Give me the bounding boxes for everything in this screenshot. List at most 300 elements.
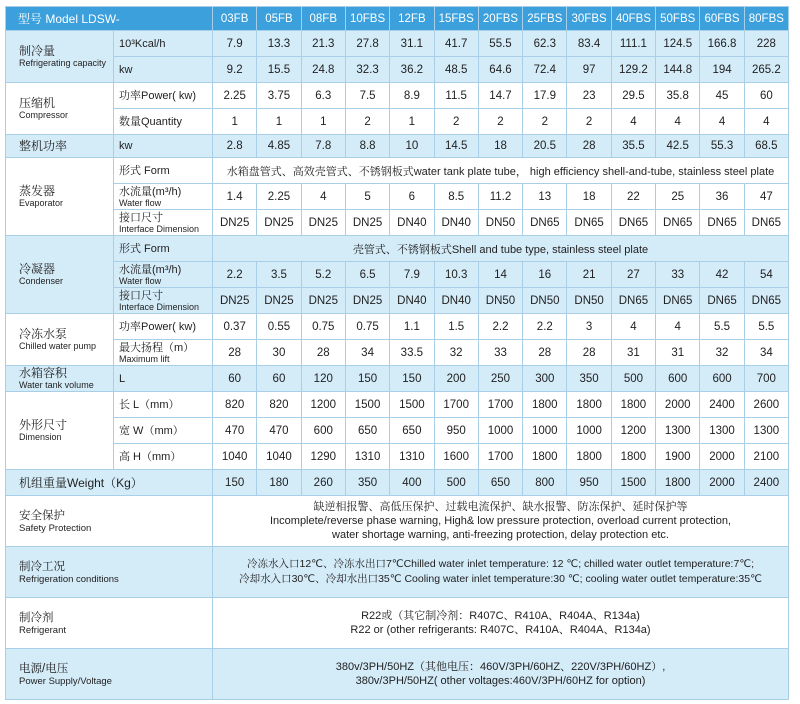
spec-value-cell: DN50 bbox=[567, 288, 610, 313]
spec-value-cell: 2.8 bbox=[213, 135, 256, 157]
spec-category-cell bbox=[6, 83, 113, 134]
spec-value-cell: 1200 bbox=[612, 418, 655, 443]
spec-value-cell: 150 bbox=[346, 366, 389, 391]
spec-value-cell: 600 bbox=[302, 418, 345, 443]
model-header-cell: 05FB bbox=[257, 7, 300, 30]
spec-value-cell: 2000 bbox=[700, 444, 743, 469]
note-line: 380v/3PH/50HZ( other voltages:460V/3PH/60HZ for option) bbox=[355, 675, 646, 687]
category-name-en: Chilled water pump bbox=[19, 341, 97, 351]
category-name-cn: 安全保护 bbox=[19, 509, 65, 522]
spec-value-cell: 200 bbox=[435, 366, 478, 391]
spec-value-cell: 4 bbox=[656, 109, 699, 134]
spec-value-cell: 16 bbox=[523, 262, 566, 287]
spec-value-cell: 250 bbox=[479, 366, 522, 391]
spec-value-cell: DN65 bbox=[656, 210, 699, 235]
spec-category-cell bbox=[6, 236, 113, 313]
spec-value-cell: 29.5 bbox=[612, 83, 655, 108]
spec-value-cell: 60 bbox=[257, 366, 300, 391]
category-name-cn: 外形尺寸 bbox=[19, 418, 68, 432]
spec-value-cell: 4 bbox=[656, 314, 699, 339]
category-name-cn: 压缩机 bbox=[19, 96, 56, 110]
spec-value-cell: 31 bbox=[612, 340, 655, 365]
note-line: R22或（其它制冷剂：R407C、R410A、R404A、R134a) bbox=[361, 610, 640, 622]
spec-value-cell: 1700 bbox=[479, 392, 522, 417]
spec-value-cell: DN40 bbox=[390, 288, 433, 313]
spec-value-cell: 33 bbox=[479, 340, 522, 365]
spec-value-cell: DN40 bbox=[390, 210, 433, 235]
spec-row-label bbox=[114, 262, 212, 287]
spec-value-cell: 32 bbox=[435, 340, 478, 365]
spec-value-cell: 4.85 bbox=[257, 135, 300, 157]
spec-value-cell: 1800 bbox=[656, 470, 699, 495]
spec-value-cell: 129.2 bbox=[612, 57, 655, 82]
spec-value-cell: DN40 bbox=[435, 288, 478, 313]
spec-value-cell: DN25 bbox=[257, 288, 300, 313]
spec-value-cell: 7.5 bbox=[346, 83, 389, 108]
spec-row-label bbox=[114, 210, 212, 235]
row-label-text: 宽 W（mm） bbox=[119, 424, 184, 437]
category-name-en: Refrigerant bbox=[19, 624, 66, 636]
spec-value-cell: 27.8 bbox=[346, 31, 389, 56]
spec-value-cell: 950 bbox=[567, 470, 610, 495]
spec-value-cell: DN65 bbox=[567, 210, 610, 235]
spec-value-cell: 20.5 bbox=[523, 135, 566, 157]
spec-value-cell: 72.4 bbox=[523, 57, 566, 82]
spec-row-label bbox=[114, 57, 212, 82]
spec-value-cell: 1800 bbox=[612, 444, 655, 469]
spec-description-cell: 壳管式、不锈钢板式Shell and tube type, stainless steel plate bbox=[213, 236, 788, 261]
spec-value-cell: DN25 bbox=[302, 288, 345, 313]
note-category-cell bbox=[6, 649, 212, 699]
spec-value-cell: 42 bbox=[700, 262, 743, 287]
spec-value-cell: 55.5 bbox=[479, 31, 522, 56]
spec-value-cell: 8.9 bbox=[390, 83, 433, 108]
spec-value-cell: 42.5 bbox=[656, 135, 699, 157]
spec-value-cell: 6 bbox=[390, 184, 433, 209]
spec-value-cell: 30 bbox=[257, 340, 300, 365]
spec-value-cell: 820 bbox=[257, 392, 300, 417]
spec-value-cell: 2.2 bbox=[479, 314, 522, 339]
spec-value-cell: 97 bbox=[567, 57, 610, 82]
spec-value-cell: 4 bbox=[700, 109, 743, 134]
spec-value-cell: 1310 bbox=[390, 444, 433, 469]
spec-value-cell: DN25 bbox=[213, 288, 256, 313]
spec-value-cell: 2.25 bbox=[213, 83, 256, 108]
model-header-cell: 10FBS bbox=[346, 7, 389, 30]
spec-value-cell: 6.3 bbox=[302, 83, 345, 108]
category-name-cn: 电源/电压 bbox=[19, 662, 69, 675]
category-name-cn: 蒸发器 bbox=[19, 184, 56, 198]
spec-value-cell: DN65 bbox=[523, 210, 566, 235]
row-label-en: Interface Dimension bbox=[119, 223, 200, 234]
spec-value-cell: 650 bbox=[390, 418, 433, 443]
spec-value-cell: 166.8 bbox=[700, 31, 743, 56]
spec-value-cell: 48.5 bbox=[435, 57, 478, 82]
spec-value-cell: 1040 bbox=[257, 444, 300, 469]
spec-value-cell: 350 bbox=[567, 366, 610, 391]
spec-value-cell: 13.3 bbox=[257, 31, 300, 56]
spec-value-cell: 60 bbox=[213, 366, 256, 391]
row-label-text: 形式 Form bbox=[119, 242, 170, 255]
spec-row-label bbox=[114, 109, 212, 134]
spec-value-cell: 23 bbox=[567, 83, 610, 108]
model-header-cell: 30FBS bbox=[567, 7, 610, 30]
note-content-cell bbox=[213, 649, 788, 699]
row-label-en: Interface Dimension bbox=[119, 301, 200, 312]
category-name-en: Power Supply/Voltage bbox=[19, 675, 112, 687]
spec-row-label bbox=[114, 366, 212, 391]
spec-value-cell: 1.1 bbox=[390, 314, 433, 339]
spec-value-cell: 1000 bbox=[523, 418, 566, 443]
category-name-cn: 制冷工况 bbox=[19, 560, 65, 573]
row-label-text: 长 L（mm） bbox=[119, 398, 180, 411]
spec-value-cell: 28 bbox=[523, 340, 566, 365]
spec-value-cell: DN65 bbox=[612, 210, 655, 235]
category-name-en: Refrigerating capacity bbox=[19, 58, 107, 68]
spec-row-label bbox=[114, 158, 212, 183]
spec-value-cell: 5 bbox=[346, 184, 389, 209]
category-name-cn: 冷凝器 bbox=[19, 262, 56, 276]
category-name-en: Refrigeration conditions bbox=[19, 573, 119, 585]
spec-value-cell: 36.2 bbox=[390, 57, 433, 82]
spec-value-cell: 18 bbox=[479, 135, 522, 157]
note-line: 冷冻水入口12℃、冷冻水出口7℃Chilled water inlet temperature: 12 ℃; chilled water outlet temperature:7℃; bbox=[246, 558, 755, 570]
category-name-en: Water tank volume bbox=[19, 380, 94, 390]
spec-row-label bbox=[114, 31, 212, 56]
row-label-text: 功率Power( kw) bbox=[119, 89, 197, 102]
spec-value-cell: 32 bbox=[700, 340, 743, 365]
spec-category-cell bbox=[6, 135, 113, 157]
spec-value-cell: 1290 bbox=[302, 444, 345, 469]
model-header-cell: 60FBS bbox=[700, 7, 743, 30]
model-header-cell: 25FBS bbox=[523, 7, 566, 30]
spec-value-cell: 28 bbox=[567, 340, 610, 365]
spec-value-cell: 0.75 bbox=[346, 314, 389, 339]
spec-value-cell: 83.4 bbox=[567, 31, 610, 56]
model-header-cell: 12FB bbox=[390, 7, 433, 30]
spec-value-cell: 14.7 bbox=[479, 83, 522, 108]
spec-value-cell: DN25 bbox=[213, 210, 256, 235]
category-name-en: Condenser bbox=[19, 276, 64, 286]
note-line: water shortage warning, anti-freezing protection, delay protection etc. bbox=[332, 529, 669, 541]
category-name-en: Compressor bbox=[19, 110, 69, 120]
spec-value-cell: 2.25 bbox=[257, 184, 300, 209]
spec-value-cell: 35.5 bbox=[612, 135, 655, 157]
category-name-cn: 水箱容积 bbox=[19, 366, 68, 380]
spec-value-cell: 64.6 bbox=[479, 57, 522, 82]
category-name-cn: 冷冻水泵 bbox=[19, 327, 68, 341]
spec-row-label bbox=[114, 314, 212, 339]
spec-value-cell: 8.8 bbox=[346, 135, 389, 157]
note-line: R22 or (other refrigerants: R407C、R410A、R404A、R134a) bbox=[350, 624, 651, 636]
model-header-cell: 50FBS bbox=[656, 7, 699, 30]
spec-row-label bbox=[114, 288, 212, 313]
spec-value-cell: 25 bbox=[656, 184, 699, 209]
spec-value-cell: 150 bbox=[213, 470, 256, 495]
model-header-cell: 80FBS bbox=[745, 7, 788, 30]
spec-value-cell: 600 bbox=[700, 366, 743, 391]
spec-value-cell: DN25 bbox=[346, 288, 389, 313]
spec-row-label bbox=[114, 83, 212, 108]
spec-value-cell: 2000 bbox=[700, 470, 743, 495]
spec-value-cell: 6.5 bbox=[346, 262, 389, 287]
row-label-text: 高 H（mm） bbox=[119, 450, 182, 463]
spec-value-cell: 47 bbox=[745, 184, 788, 209]
spec-value-cell: 1500 bbox=[346, 392, 389, 417]
model-header-label: 型号 Model LDSW- bbox=[6, 7, 212, 30]
note-line: 冷却水入口30℃、冷却水出口35℃ Cooling water inlet temperature:30 ℃; cooling water outlet temperature:35℃ bbox=[239, 573, 762, 585]
spec-value-cell: 2 bbox=[479, 109, 522, 134]
spec-value-cell: 1 bbox=[302, 109, 345, 134]
spec-value-cell: 22 bbox=[612, 184, 655, 209]
spec-value-cell: 1900 bbox=[656, 444, 699, 469]
row-label-en: Water flow bbox=[119, 197, 162, 208]
spec-row-label bbox=[114, 236, 212, 261]
spec-category-cell bbox=[6, 470, 212, 495]
spec-value-cell: 1800 bbox=[523, 392, 566, 417]
spec-value-cell: 2 bbox=[435, 109, 478, 134]
spec-value-cell: 11.2 bbox=[479, 184, 522, 209]
spec-value-cell: 1000 bbox=[479, 418, 522, 443]
spec-value-cell: 4 bbox=[612, 109, 655, 134]
spec-value-cell: DN65 bbox=[612, 288, 655, 313]
spec-value-cell: 5.2 bbox=[302, 262, 345, 287]
spec-value-cell: 1500 bbox=[612, 470, 655, 495]
spec-value-cell: 1200 bbox=[302, 392, 345, 417]
spec-value-cell: 10 bbox=[390, 135, 433, 157]
spec-value-cell: 1700 bbox=[479, 444, 522, 469]
spec-row-label bbox=[114, 392, 212, 417]
spec-value-cell: 33.5 bbox=[390, 340, 433, 365]
spec-row-label bbox=[114, 184, 212, 209]
spec-value-cell: 1000 bbox=[567, 418, 610, 443]
spec-value-cell: 60 bbox=[745, 83, 788, 108]
spec-value-cell: DN65 bbox=[700, 210, 743, 235]
spec-value-cell: 2 bbox=[523, 109, 566, 134]
spec-value-cell: 1300 bbox=[656, 418, 699, 443]
spec-value-cell: 31.1 bbox=[390, 31, 433, 56]
spec-value-cell: 1310 bbox=[346, 444, 389, 469]
category-name-cn: 整机功率 bbox=[19, 139, 68, 153]
spec-value-cell: 17.9 bbox=[523, 83, 566, 108]
spec-description-cell: 水箱盘管式、高效壳管式、不锈钢板式water tank plate tube， high efficiency shell-and-tube, stainless steel plate bbox=[213, 158, 788, 183]
spec-row-label bbox=[114, 418, 212, 443]
spec-value-cell: 45 bbox=[700, 83, 743, 108]
note-content-cell bbox=[213, 547, 788, 597]
spec-value-cell: 4 bbox=[745, 109, 788, 134]
spec-value-cell: 820 bbox=[213, 392, 256, 417]
model-header-cell: 15FBS bbox=[435, 7, 478, 30]
spec-value-cell: 1800 bbox=[612, 392, 655, 417]
spec-value-cell: 24.8 bbox=[302, 57, 345, 82]
model-header-cell: 40FBS bbox=[612, 7, 655, 30]
row-label-text: 水流量(m³/h) bbox=[119, 263, 182, 276]
row-label-text: kw bbox=[119, 63, 133, 76]
spec-value-cell: DN65 bbox=[745, 288, 788, 313]
spec-value-cell: 1700 bbox=[435, 392, 478, 417]
spec-value-cell: 21 bbox=[567, 262, 610, 287]
spec-value-cell: 950 bbox=[435, 418, 478, 443]
spec-value-cell: 28 bbox=[302, 340, 345, 365]
row-label-text: 10³Kcal/h bbox=[119, 37, 166, 50]
spec-value-cell: 2 bbox=[346, 109, 389, 134]
model-header-cell: 20FBS bbox=[479, 7, 522, 30]
spec-value-cell: 0.55 bbox=[257, 314, 300, 339]
spec-value-cell: DN25 bbox=[346, 210, 389, 235]
spec-value-cell: DN40 bbox=[435, 210, 478, 235]
spec-value-cell: 14.5 bbox=[435, 135, 478, 157]
spec-value-cell: 11.5 bbox=[435, 83, 478, 108]
spec-value-cell: 28 bbox=[567, 135, 610, 157]
row-label-text: 水流量(m³/h) bbox=[119, 185, 182, 198]
spec-value-cell: DN50 bbox=[479, 210, 522, 235]
spec-table bbox=[5, 6, 789, 700]
spec-value-cell: 41.7 bbox=[435, 31, 478, 56]
spec-value-cell: DN25 bbox=[257, 210, 300, 235]
spec-value-cell: 32.3 bbox=[346, 57, 389, 82]
spec-value-cell: 5.5 bbox=[745, 314, 788, 339]
spec-value-cell: 1300 bbox=[700, 418, 743, 443]
spec-value-cell: DN50 bbox=[479, 288, 522, 313]
spec-category-cell bbox=[6, 366, 113, 391]
category-name-cn: 制冷量 bbox=[19, 44, 56, 58]
spec-value-cell: 28 bbox=[213, 340, 256, 365]
spec-value-cell: 1800 bbox=[523, 444, 566, 469]
spec-value-cell: 34 bbox=[346, 340, 389, 365]
spec-value-cell: 650 bbox=[346, 418, 389, 443]
row-label-text: 功率Power( kw) bbox=[119, 320, 197, 333]
spec-value-cell: 1.4 bbox=[213, 184, 256, 209]
spec-value-cell: 5.5 bbox=[700, 314, 743, 339]
note-category-cell bbox=[6, 496, 212, 546]
spec-value-cell: 10.3 bbox=[435, 262, 478, 287]
category-name-en: Dimension bbox=[19, 432, 62, 442]
spec-value-cell: 7.9 bbox=[213, 31, 256, 56]
note-content-cell bbox=[213, 598, 788, 648]
spec-value-cell: 800 bbox=[523, 470, 566, 495]
spec-value-cell: 4 bbox=[302, 184, 345, 209]
spec-value-cell: 265.2 bbox=[745, 57, 788, 82]
spec-category-cell bbox=[6, 158, 113, 235]
category-name-en: Safety Protection bbox=[19, 522, 92, 534]
spec-value-cell: 4 bbox=[612, 314, 655, 339]
spec-value-cell: 350 bbox=[346, 470, 389, 495]
spec-value-cell: 13 bbox=[523, 184, 566, 209]
row-label-en: Water flow bbox=[119, 275, 162, 286]
spec-value-cell: 124.5 bbox=[656, 31, 699, 56]
spec-value-cell: 150 bbox=[390, 366, 433, 391]
spec-value-cell: 2000 bbox=[656, 392, 699, 417]
spec-value-cell: 2400 bbox=[745, 470, 788, 495]
spec-value-cell: 120 bbox=[302, 366, 345, 391]
spec-value-cell: 500 bbox=[612, 366, 655, 391]
spec-category-cell bbox=[6, 392, 113, 469]
spec-value-cell: 35.8 bbox=[656, 83, 699, 108]
spec-value-cell: DN25 bbox=[302, 210, 345, 235]
model-header-cell: 03FB bbox=[213, 7, 256, 30]
row-label-text: 最大扬程（m） bbox=[119, 341, 195, 354]
spec-value-cell: 68.5 bbox=[745, 135, 788, 157]
spec-row-label bbox=[114, 135, 212, 157]
spec-value-cell: 144.8 bbox=[656, 57, 699, 82]
spec-value-cell: 9.2 bbox=[213, 57, 256, 82]
spec-value-cell: 1 bbox=[257, 109, 300, 134]
spec-value-cell: 1500 bbox=[390, 392, 433, 417]
row-label-text: kw bbox=[119, 140, 133, 152]
spec-value-cell: 2.2 bbox=[523, 314, 566, 339]
spec-value-cell: 400 bbox=[390, 470, 433, 495]
spec-value-cell: 0.37 bbox=[213, 314, 256, 339]
row-label-text: L bbox=[119, 372, 126, 385]
spec-value-cell: 54 bbox=[745, 262, 788, 287]
spec-value-cell: 700 bbox=[745, 366, 788, 391]
spec-value-cell: 21.3 bbox=[302, 31, 345, 56]
spec-value-cell: 470 bbox=[257, 418, 300, 443]
spec-value-cell: 8.5 bbox=[435, 184, 478, 209]
spec-category-cell bbox=[6, 314, 113, 365]
spec-value-cell: 650 bbox=[479, 470, 522, 495]
spec-row-label bbox=[114, 444, 212, 469]
spec-value-cell: DN65 bbox=[745, 210, 788, 235]
spec-value-cell: 33 bbox=[656, 262, 699, 287]
spec-value-cell: 31 bbox=[656, 340, 699, 365]
spec-value-cell: 180 bbox=[257, 470, 300, 495]
spec-value-cell: 2100 bbox=[745, 444, 788, 469]
spec-value-cell: 36 bbox=[700, 184, 743, 209]
note-content-cell bbox=[213, 496, 788, 546]
spec-value-cell: 2 bbox=[567, 109, 610, 134]
spec-value-cell: 2400 bbox=[700, 392, 743, 417]
spec-value-cell: 1800 bbox=[567, 392, 610, 417]
spec-value-cell: 1 bbox=[213, 109, 256, 134]
spec-value-cell: 15.5 bbox=[257, 57, 300, 82]
row-label-text: 接口尺寸 bbox=[119, 289, 163, 302]
spec-value-cell: 600 bbox=[656, 366, 699, 391]
note-line: 缺逆相报警、高低压保护、过载电流保护、缺水报警、防冻保护、延时保护等 bbox=[313, 501, 688, 513]
spec-value-cell: 14 bbox=[479, 262, 522, 287]
spec-value-cell: 18 bbox=[567, 184, 610, 209]
row-label-en: Maximum lift bbox=[119, 353, 170, 364]
model-header-cell: 08FB bbox=[302, 7, 345, 30]
spec-value-cell: DN65 bbox=[700, 288, 743, 313]
category-name-cn: 机组重量Weight（Kg） bbox=[19, 475, 143, 490]
spec-value-cell: 7.9 bbox=[390, 262, 433, 287]
spec-value-cell: 300 bbox=[523, 366, 566, 391]
spec-value-cell: 260 bbox=[302, 470, 345, 495]
spec-value-cell: 27 bbox=[612, 262, 655, 287]
category-name-en: Evaporator bbox=[19, 198, 64, 208]
category-name-cn: 制冷剂 bbox=[19, 611, 54, 624]
spec-category-cell bbox=[6, 31, 113, 82]
spec-value-cell: 470 bbox=[213, 418, 256, 443]
spec-value-cell: 1800 bbox=[567, 444, 610, 469]
spec-value-cell: 2600 bbox=[745, 392, 788, 417]
row-label-text: 数量Quantity bbox=[119, 115, 182, 128]
spec-value-cell: 7.8 bbox=[302, 135, 345, 157]
spec-row-label bbox=[114, 340, 212, 365]
spec-value-cell: 55.3 bbox=[700, 135, 743, 157]
spec-value-cell: 228 bbox=[745, 31, 788, 56]
row-label-text: 接口尺寸 bbox=[119, 211, 163, 224]
spec-value-cell: DN50 bbox=[523, 288, 566, 313]
spec-value-cell: 34 bbox=[745, 340, 788, 365]
spec-value-cell: 111.1 bbox=[612, 31, 655, 56]
spec-value-cell: 500 bbox=[435, 470, 478, 495]
spec-value-cell: 3 bbox=[567, 314, 610, 339]
spec-value-cell: 62.3 bbox=[523, 31, 566, 56]
row-label-text: 形式 Form bbox=[119, 164, 170, 177]
spec-value-cell: DN65 bbox=[656, 288, 699, 313]
